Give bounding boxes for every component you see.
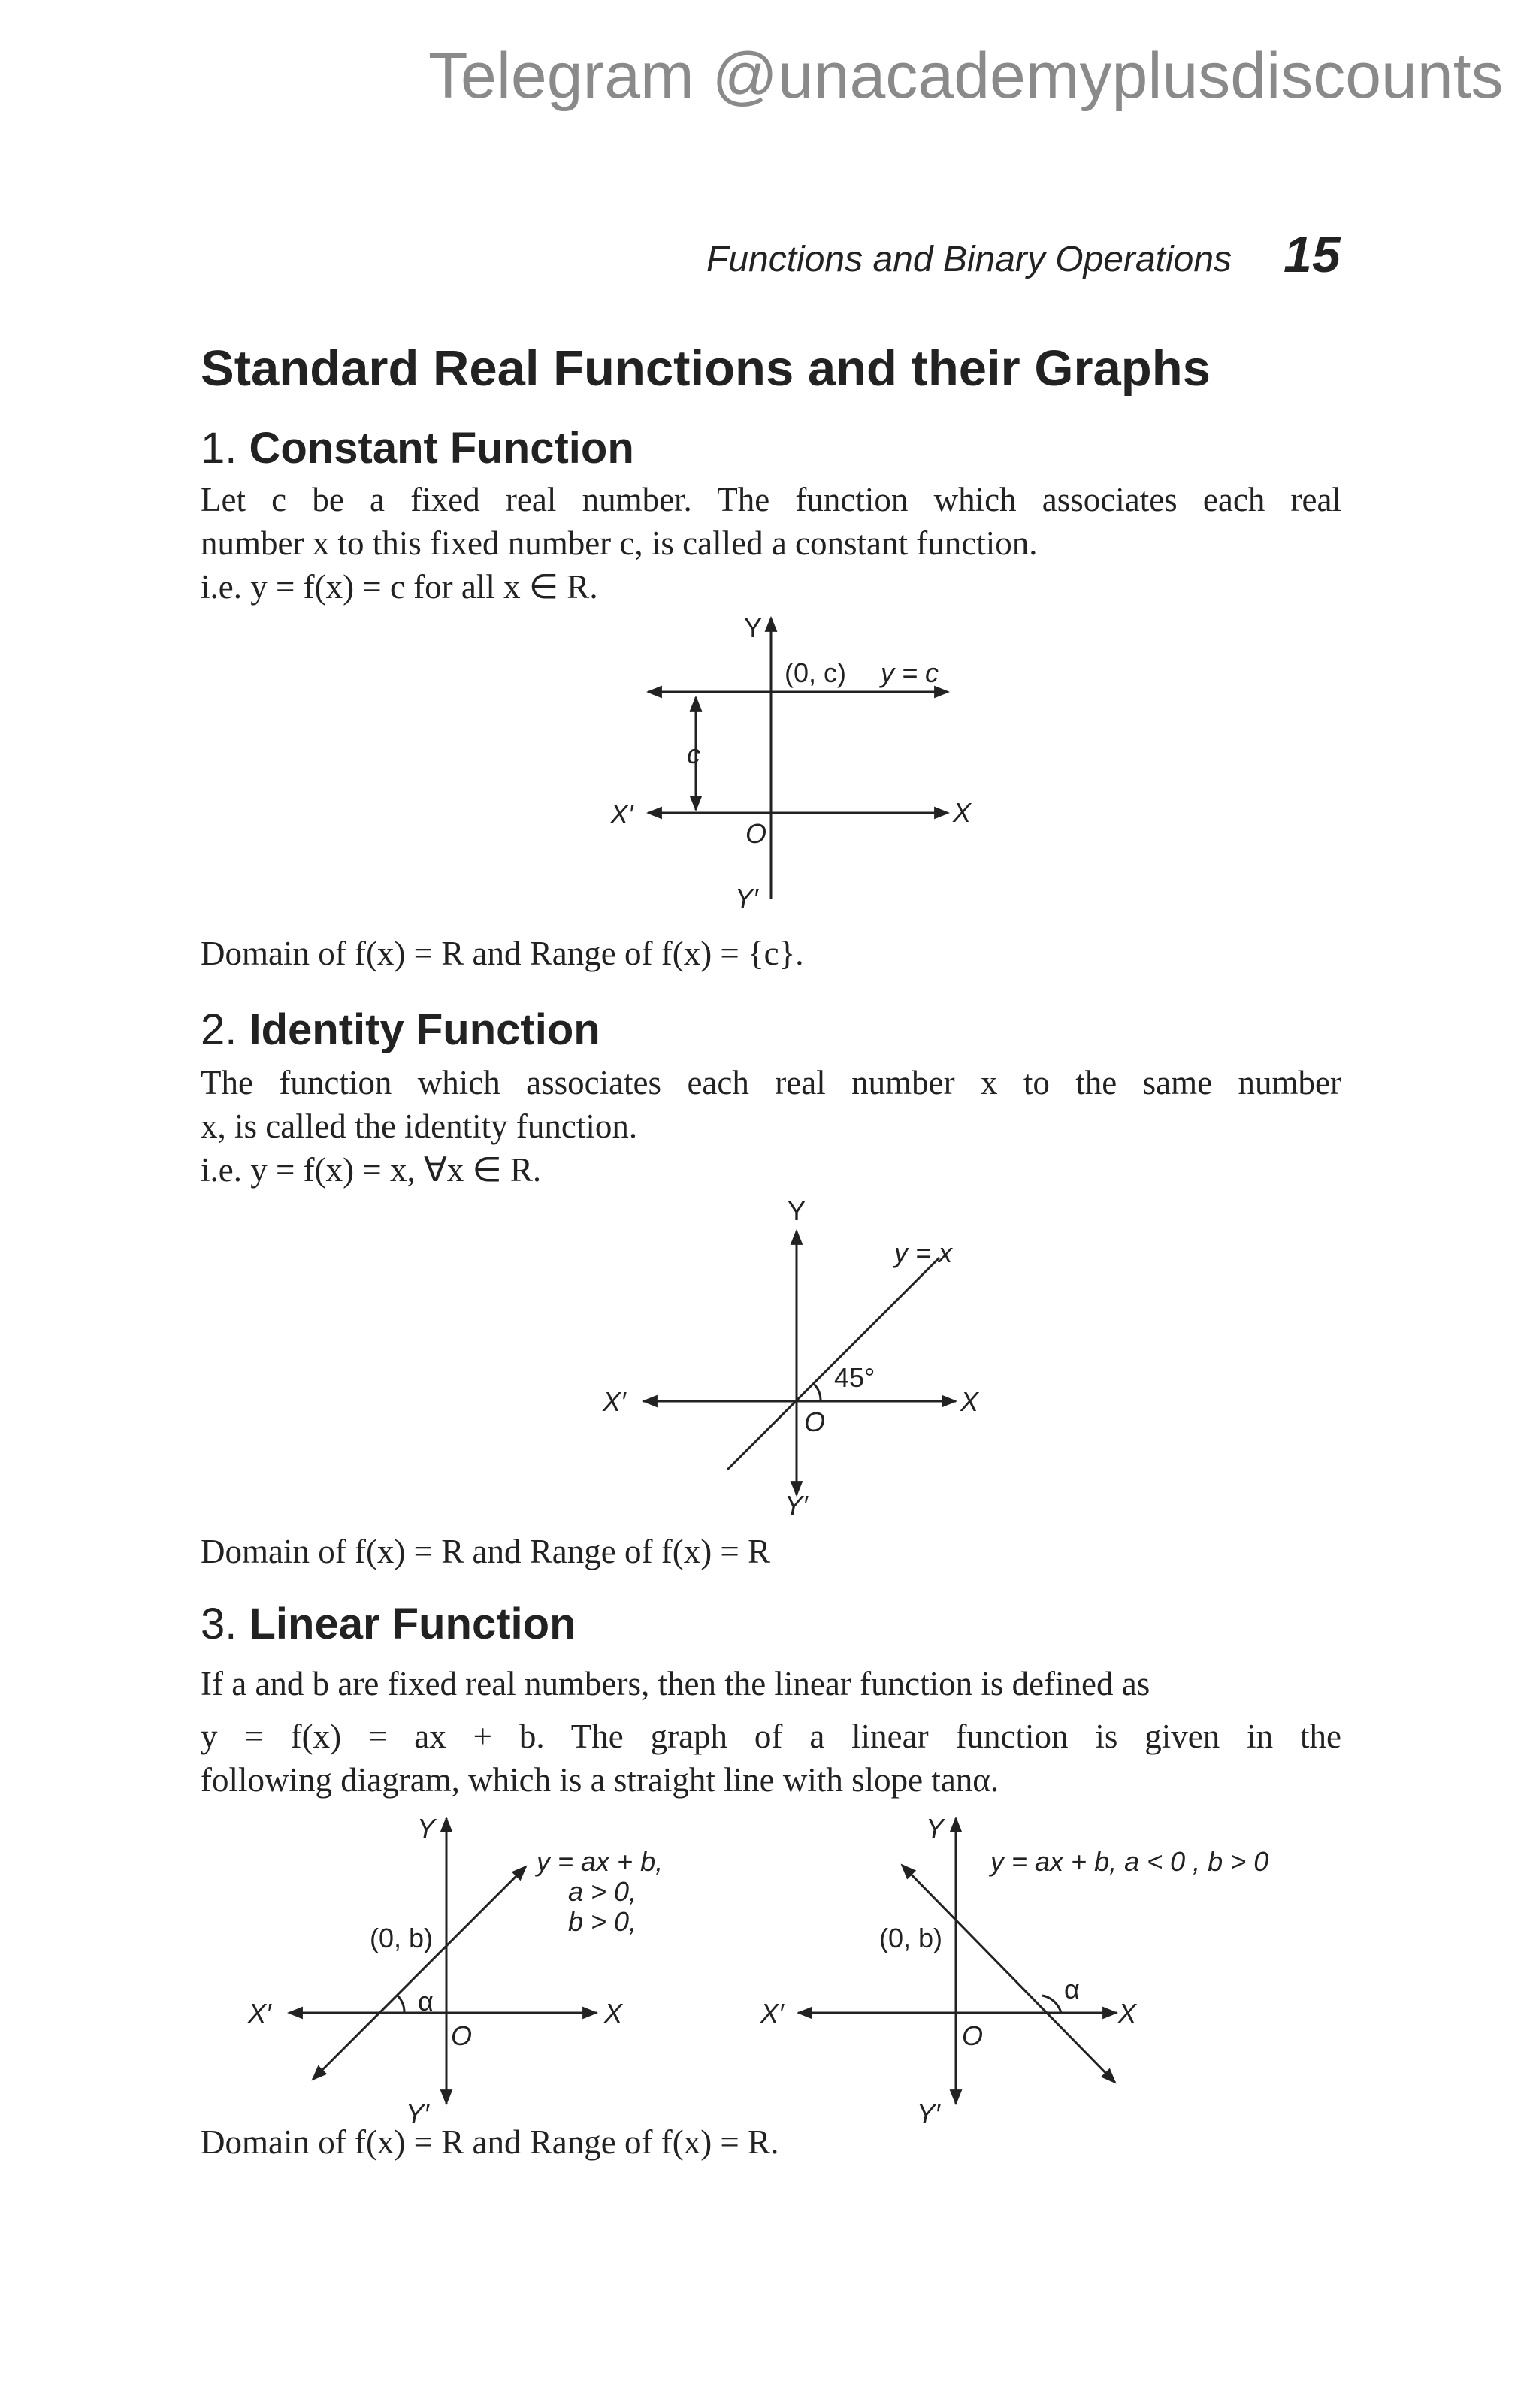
graph-4-x-label: X (1118, 1998, 1137, 2029)
graph-1-y-neg-label: Y′ (735, 883, 758, 914)
graph-3-angle-label: α (418, 1986, 434, 2017)
graph-3-eq-line-1: y = ax + b, (537, 1846, 664, 1877)
running-header-title: Functions and Binary Operations (706, 240, 1232, 279)
graph-1-y-label: Y (744, 612, 763, 643)
section-1-para-line-2: number x to this fixed number c, is called a constant function. (201, 524, 1038, 562)
section-3-para-line-2: y = f(x) = ax + b. The graph of a linear function is given in the (201, 1718, 1341, 1755)
graph-4 (760, 1813, 1268, 2129)
graph-3-x-neg-label: X′ (248, 1998, 271, 2029)
section-3-title: Linear Function (249, 1600, 576, 1648)
graph-3 (247, 1813, 663, 2129)
section-2-formula: i.e. y = f(x) = x, ∀x ∈ R. (201, 1151, 542, 1189)
graph-1-x-label: X (953, 797, 972, 828)
graph-4-x-neg-label: X′ (760, 1998, 784, 2029)
section-3-heading (201, 1599, 576, 1649)
graph-3-y-label: Y (417, 1813, 436, 1844)
section-2-title: Identity Function (249, 1005, 600, 1054)
graph-1-origin-label: O (745, 818, 767, 849)
watermark-text: Telegram @unacademyplusdiscounts (428, 40, 1504, 112)
graph-2-y-label: Y (788, 1195, 806, 1226)
section-2-domain-range (201, 1530, 1341, 1573)
graph-2 (602, 1195, 980, 1521)
section-3-number: 3. (201, 1600, 237, 1648)
graph-2-x-label: X (960, 1386, 979, 1417)
section-1-formula: i.e. y = f(x) = c for all x ∈ R. (201, 568, 598, 606)
graph-3-line (313, 1866, 526, 2080)
graph-1-line-label: y = c (881, 657, 939, 688)
graph-3-eq-line-3: b > 0, (568, 1906, 637, 1937)
section-3-paragraph (201, 1657, 1341, 1806)
graph-3-point-label: (0, b) (370, 1923, 434, 1953)
section-3-domain-range-text: Domain of f(x) = R and Range of f(x) = R. (201, 2123, 779, 2161)
graph-2-y-neg-label: Y′ (785, 1490, 808, 1521)
graph-4-point-label: (0, b) (879, 1923, 943, 1953)
section-2-heading (201, 1005, 600, 1055)
graph-3-origin-label: O (451, 2020, 473, 2051)
graph-2-x-neg-label: X′ (603, 1386, 626, 1417)
graph-3-eq-line-2: a > 0, (568, 1876, 637, 1907)
section-2-para-line-2: x, is called the identity function. (201, 1107, 638, 1145)
section-3-domain-range (201, 2120, 1341, 2164)
graph-3-angle-arc (398, 1996, 404, 2013)
graph-4-angle-label: α (1064, 1974, 1080, 2005)
graph-4-y-neg-label: Y′ (917, 2098, 940, 2129)
graph-3-x-label: X (604, 1998, 623, 2029)
section-2-number: 2. (201, 1005, 237, 1054)
graph-3-y-neg-label: Y′ (406, 2098, 429, 2129)
page-number: 15 (1284, 226, 1341, 283)
graph-1-point-label: (0, c) (785, 657, 847, 688)
graph-1 (609, 612, 972, 914)
graph-4-eq-label: y = ax + b, a < 0 , b > 0 (990, 1846, 1269, 1877)
section-1-number: 1. (201, 424, 237, 473)
section-1-domain-range (201, 932, 1341, 975)
graph-2-angle-arc (814, 1384, 821, 1401)
graph-2-line-label: y = x (894, 1237, 953, 1268)
graph-1-gap-label: c (687, 739, 700, 769)
section-2-domain-range-text: Domain of f(x) = R and Range of f(x) = R (201, 1533, 771, 1570)
graph-1-x-neg-label: X′ (610, 799, 633, 829)
graph-2-angle-label: 45° (834, 1362, 875, 1393)
graph-4-y-label: Y (926, 1813, 945, 1844)
section-2-para-line-1: The function which associates each real number x to the same number (201, 1064, 1341, 1101)
section-1-domain-range-text: Domain of f(x) = R and Range of f(x) = {c}. (201, 935, 804, 972)
section-3-para-line-1: If a and b are fixed real numbers, then the linear function is defined as (201, 1665, 1150, 1703)
section-2-paragraph (201, 1061, 1341, 1192)
graph-4-line (902, 1865, 1115, 2083)
graph-2-origin-label: O (804, 1406, 826, 1437)
section-3-para-line-3: following diagram, which is a straight line with slope tanα. (201, 1761, 999, 1799)
graph-2-line-y-x (727, 1258, 939, 1470)
main-heading: Standard Real Functions and their Graphs (201, 340, 1211, 397)
section-1-title: Constant Function (249, 424, 634, 473)
graph-4-origin-label: O (962, 2020, 984, 2051)
section-1-para-line-1: Let c be a fixed real number. The function which associates each real (201, 481, 1341, 518)
